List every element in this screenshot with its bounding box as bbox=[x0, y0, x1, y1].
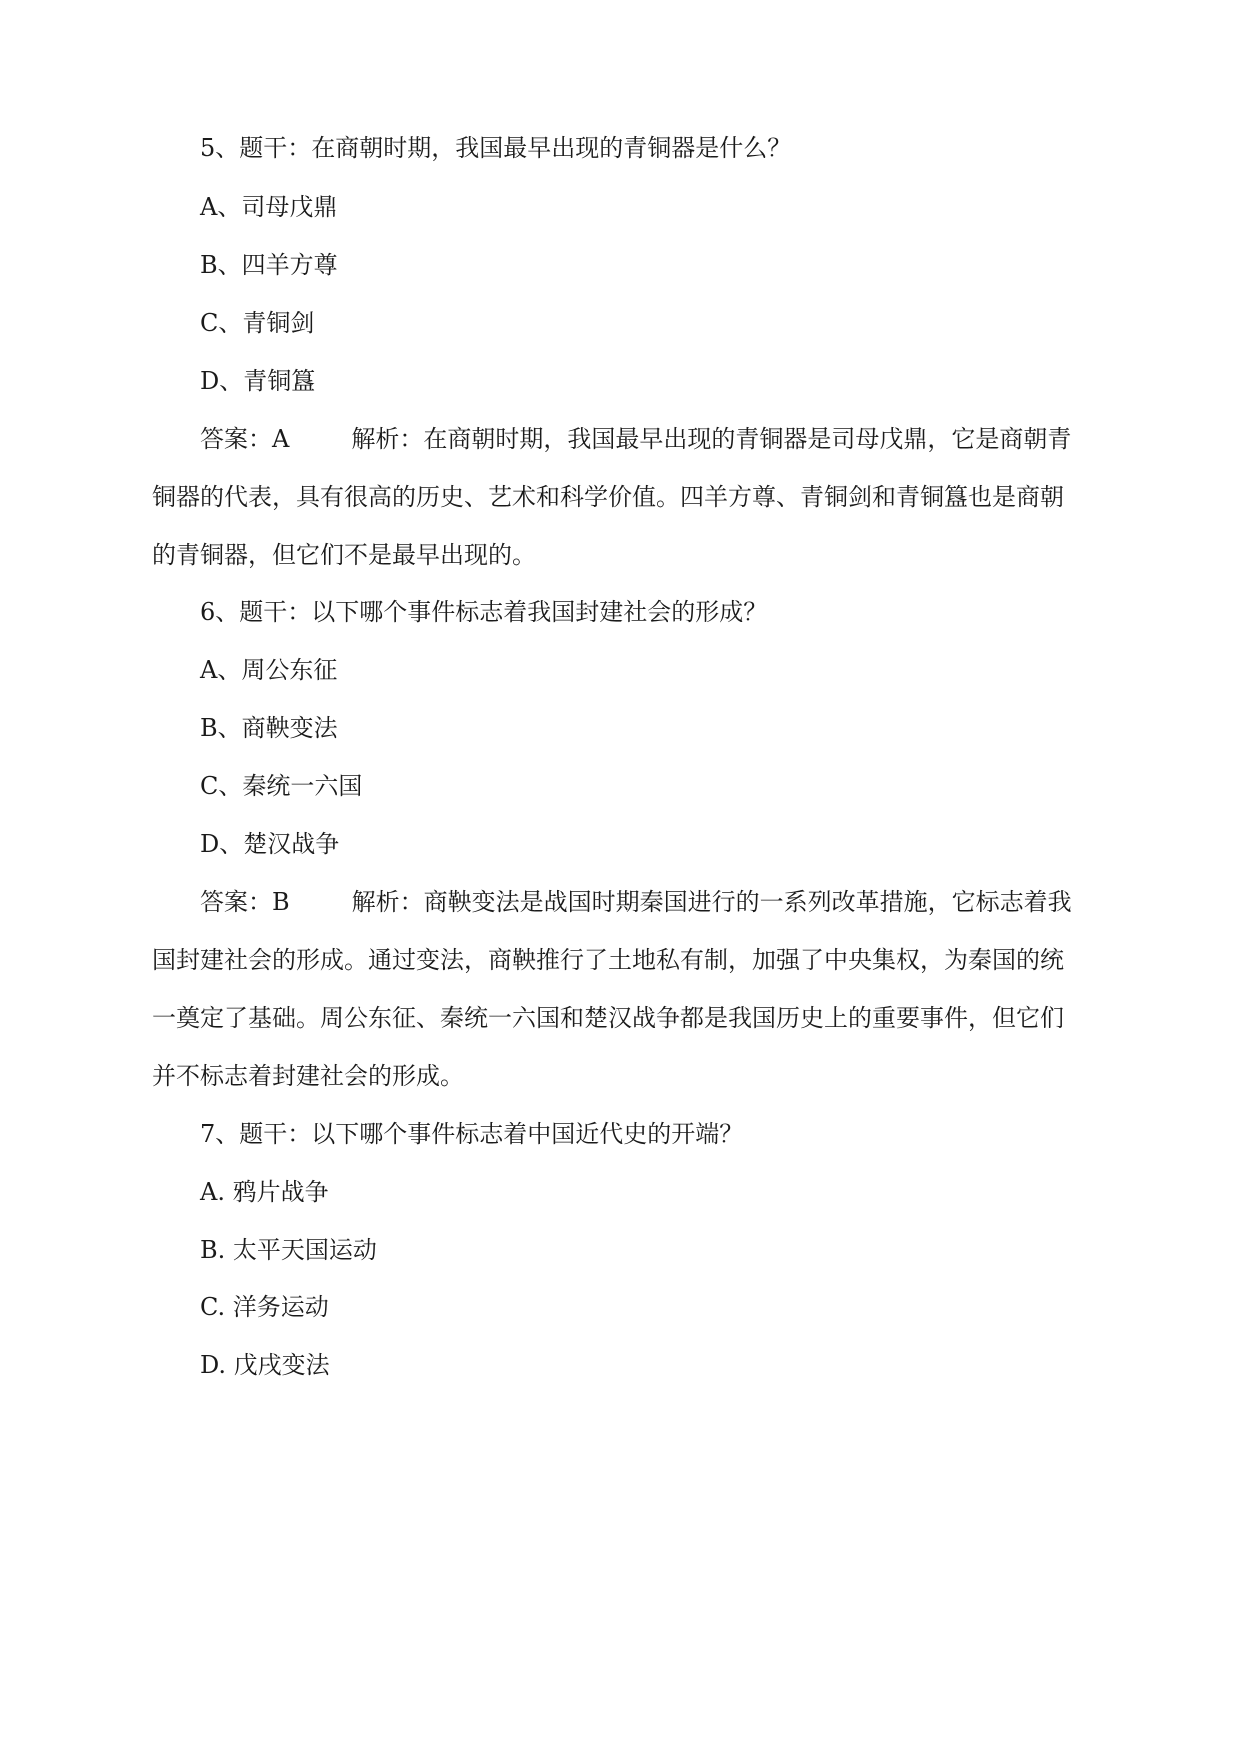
question-6-analysis-line-4: 并不标志着封建社会的形成。 bbox=[152, 1062, 464, 1090]
question-5-option-a: A、司母戊鼎 bbox=[200, 193, 338, 221]
question-6-analysis-line-1: 解析：商鞅变法是战国时期秦国进行的一系列改革措施，它标志着我 bbox=[351, 888, 1072, 916]
question-5-option-c: C、青铜剑 bbox=[200, 309, 315, 337]
question-7-stem: 7、题干：以下哪个事件标志着中国近代史的开端？ bbox=[200, 1120, 744, 1148]
question-6-analysis-line-2: 国封建社会的形成。通过变法，商鞅推行了土地私有制，加强了中央集权，为秦国的统 bbox=[152, 946, 1064, 974]
question-6-option-a: A、周公东征 bbox=[200, 656, 338, 684]
question-5-stem: 5、题干：在商朝时期，我国最早出现的青铜器是什么？ bbox=[200, 134, 792, 162]
question-6-answer-line bbox=[200, 887, 1140, 917]
question-6-answer: 答案：B bbox=[200, 888, 290, 916]
question-6-option-d: D、楚汉战争 bbox=[200, 830, 340, 858]
question-5-analysis-line-1: 解析：在商朝时期，我国最早出现的青铜器是司母戊鼎，它是商朝青 bbox=[351, 425, 1072, 453]
question-5-answer-line bbox=[200, 424, 1140, 454]
question-5-option-d: D、青铜簋 bbox=[200, 367, 316, 395]
question-6-stem: 6、题干：以下哪个事件标志着我国封建社会的形成？ bbox=[200, 598, 768, 626]
question-7-option-d: D. 戊戌变法 bbox=[200, 1351, 330, 1379]
question-5-option-b: B、四羊方尊 bbox=[200, 251, 338, 279]
question-7-option-b: B. 太平天国运动 bbox=[200, 1236, 377, 1264]
question-6-option-c: C、秦统一六国 bbox=[200, 772, 363, 800]
question-6-analysis-line-3: 一奠定了基础。周公东征、秦统一六国和楚汉战争都是我国历史上的重要事件，但它们 bbox=[152, 1004, 1064, 1032]
question-5-analysis-line-2: 铜器的代表，具有很高的历史、艺术和科学价值。四羊方尊、青铜剑和青铜簋也是商朝 bbox=[152, 483, 1064, 511]
question-7-option-a: A. 鸦片战争 bbox=[200, 1178, 329, 1206]
question-7-option-c: C. 洋务运动 bbox=[200, 1293, 329, 1321]
question-6-option-b: B、商鞅变法 bbox=[200, 714, 338, 742]
question-5-answer: 答案：A bbox=[200, 425, 290, 453]
question-5-analysis-line-3: 的青铜器，但它们不是最早出现的。 bbox=[152, 541, 536, 569]
